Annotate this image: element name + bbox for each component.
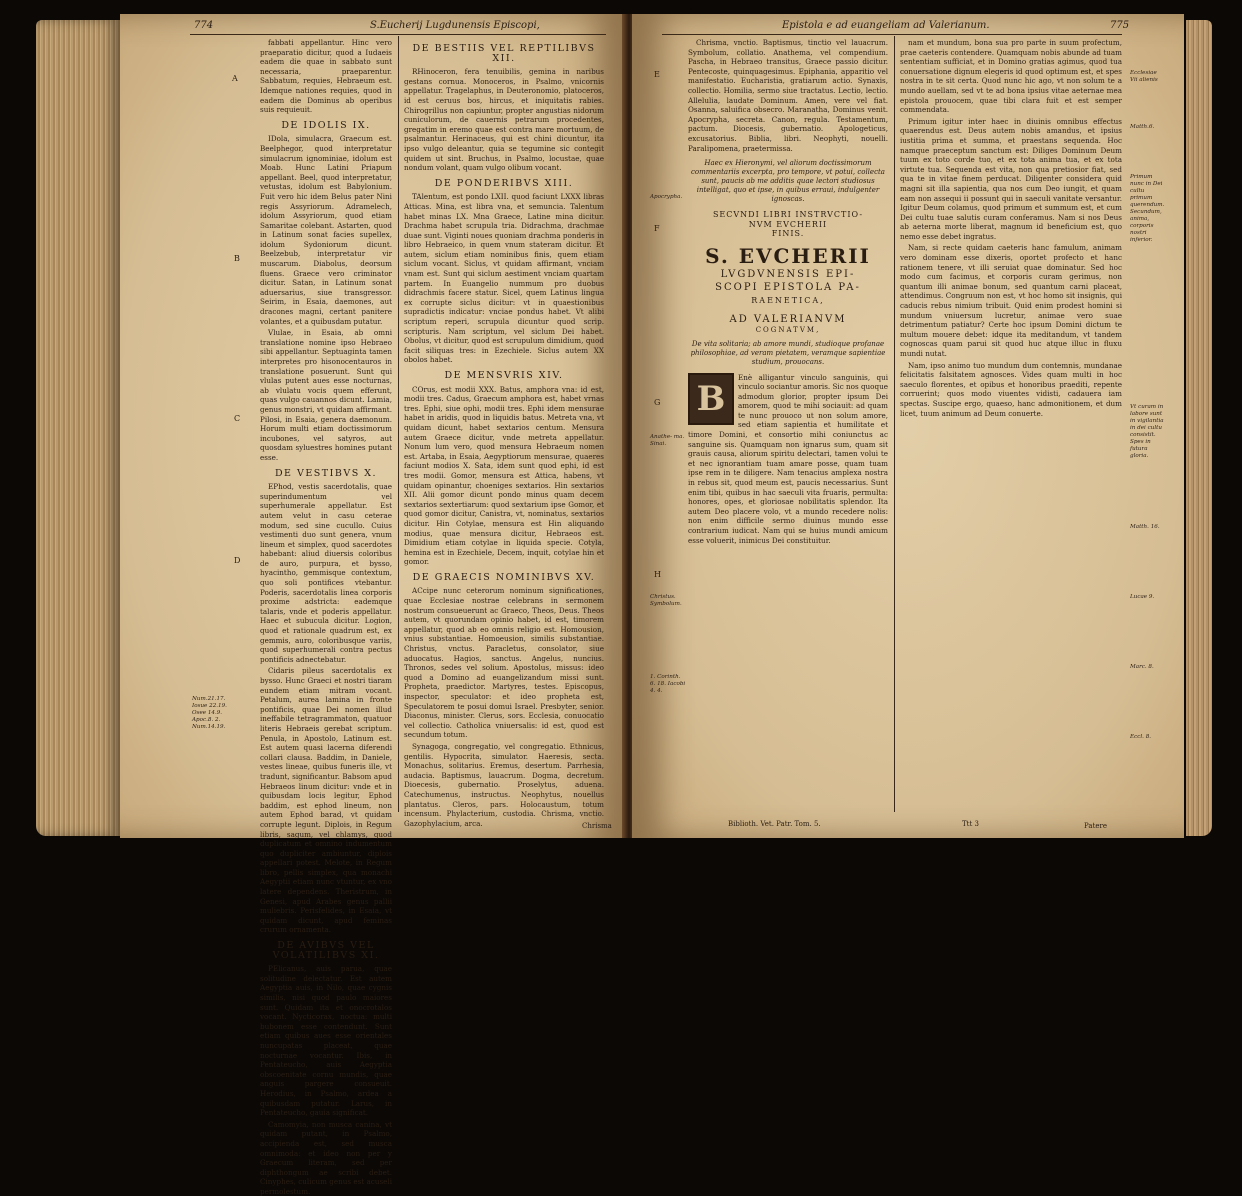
paragraph: nam et mundum, bona sua pro parte in suum profectum, prae caeteris contendere. Quamquam nobis abunde ad tuam sententiam sufficiat, et in Domino gratias agimus, quod tua conuersatione dignum elegeris id quod optimum est, et spes nostra in te sit certa. Quod nunc hic ago, vt non solum te a mundo auellam, sed vt te ad bona ipsius vitae aeternae mea epistola prouocem, quae tibi clara fuit et est semper commendata.: [900, 38, 1122, 115]
side-note: Lucae 9.: [1130, 594, 1155, 600]
paragraph: Camomyia, non musca canina, vt quidam putant, in Psalmo, accipienda est, sed musca omnimoda: et ideo non per y Graecum literam, sed per diphthongum ae scribi debet. Cinyphes, culicum genus est acuseli permolestum.: [260, 1119, 392, 1196]
left-column-1: [260, 38, 392, 1196]
heading-de-ponderibus: DE PONDERIBVS XIII.: [434, 177, 574, 189]
right-running-head: Epistola e ad euangeliam ad Valerianum.: [782, 20, 990, 31]
right-column-2: [900, 38, 1122, 818]
heading-de-vestibus: DE VESTIBVS X.: [274, 467, 378, 479]
intro-paragraph: Chrisma, vnctio. Baptismus, tinctio vel lauacrum. Symbolum, collatio. Anathema, vel compendium. Pascha, in Hebraeo transitus, Graece passio dicitur. Pentecoste, quinquagesimus. Epiphania, apparitio vel manifestatio. Eucharistia, gratiarum actio. Synaxis, collectio. Homilia, sermo siue tractatus. Lectio, lectio. Allelulia, laudate Dominum. Amen, vere vel fiat. Osanna, saluifica obsecro. Maranatha, Dominus venit. Apocrypha, secreta. Canon, regula. Testamentum, pactum. Diocesis, gubernatio. Apologeticus, excusatorius. Biblia, libri. Neophyti, nouelli. Paralipomena, praetermissa.: [688, 38, 888, 153]
side-note: Marc. 8.: [1130, 664, 1154, 670]
heading-de-idolis: DE IDOLIS IX.: [281, 119, 371, 131]
footer-title: Biblioth. Vet. Patr. Tom. 5.: [728, 820, 821, 828]
right-column-1: [688, 38, 888, 798]
page-edges-right: [1186, 20, 1212, 836]
column-divider: [398, 36, 399, 812]
title-line: LVGDVNENSIS EPI-: [720, 268, 856, 280]
margin-letter-d: D: [234, 556, 241, 565]
intro-paragraph: fabbati appellantur. Hinc vero praeparatio dicitur, quod a Iudaeis eadem die quae in sabbato sunt necessaria, praeparentur. Sabbatum, requies, Hebraeum est. Idemque nationes requies, quod in eadem die Dominus ab operibus suis requieuit.: [260, 38, 392, 115]
paragraph: Nam, si recte quidam caeteris hanc famulum, animam vero dominam esse dixeris, oportet profecto et hanc rationem tenere, vt illi seruiat quae dominatur. Sed hoc modo cum facimus, et corporis curam gerimus, non quantum illi animae bonum, sed quantum carni placeat, attendimus. Congruum non est, vt hoc homo sit insignis, qui caducis rebus nimium tribuit. Quid enim prodest homini si mundum vniuersum lucretur, animae vero suae detrimentum patiatur? Certe hoc ipsum Domini dictum te multum mouere debet: idque ita meditandum, vt tandem cognoscas quam parui sit quod huc atque illuc in fluxu mundi nutat.: [900, 243, 1122, 358]
left-column-2: [404, 38, 604, 828]
margin-letter-c: C: [234, 414, 241, 423]
heading-de-mensuris: DE MENSVRIS XIV.: [444, 370, 564, 381]
left-running-head: S.Eucherij Lugdunensis Episcopi,: [370, 20, 540, 31]
paragraph: IDola, simulacra, Graecum est. Beelphegor, quod interpretatur simulacrum ignominiae, idolum est Moab. Hunc Latini Priapum appellant. Beel, quod interpretatur, vetustas, idolum est Babylonium. Fuit vero hic idem Belus pater Nini regis Assyriorum. Adramelech, idolum Assyriorum, quod etiam Samaritae colebant. Astarten, quod in Latinum sonat facies supellex, idolum Sydoniorum dicunt. Beelzebub, interpretatur vir muscarum. Diabolus, deorsum fluens. Graece vero criminator dicitur. Satan, in Latinum sonat aduersarius, siue transgressor. Seirim, in Esaia, daemones, aut dracones magni, certant panitere volantes, et a quibusdam putatur.: [260, 134, 392, 326]
margin-letter-a: A: [232, 74, 238, 83]
title-line: RAENETICA,: [751, 295, 825, 305]
addressee-line: COGNATVM,: [755, 325, 821, 334]
page-edges-left: [36, 20, 120, 836]
addressee-line: AD VALERIANVM: [729, 313, 847, 325]
side-note: Vt curam in labore sunt in vigilantia in dei cultu consistit. Spes in futura gloria.: [1130, 404, 1164, 459]
paragraph: RHinoceron, fera tenuibilis, gemina in naribus gestans cornua. Monoceros, in Psalmo, vnicornis appellatur. Tragelaphus, in Deuteronomio, platoceros, id est ceruus bos, hircus, et iniquitatis rabies. Chirogrillus non capiuntur, propter angustias nidorum cuniculorum, de cauernis petrarum procedentes, gregatim in eremo quae est contra mare mortuum, de psalmantur. Herinaceus, qui est chini dicuntur, ita ipso vulgo deleantur, quia se tegumine sic contegit quidem ut sint. Bruchus, in Psalmo, locustae, quae nondum volant, quam vulgo olibum vocant.: [404, 67, 604, 173]
header-rule: [662, 34, 1122, 35]
paragraph: PElicanus, auis parua, quae solitudine delectatur. Est autem Aegyptia auis, in Nilo, quae cygnis similis, nisi quod paulo maiores sunt. Quidam ita et onocrotalos vocant. Nycticorax, noctua: multi bubonem esse contendunt. Sunt etiam quibus aues esse orientales nuncupatas placeat, quae nocturnae vocantur. Ibis, in Pentateucho, auis Aegyptia obscoenitate cornu mundis, quae anguis pargere consueuit. Herodius, in Psalmo, ardea a quibusdam putatur. Larus, in Pentateucho, gauia significat.: [260, 964, 392, 1118]
title-line: S. EVCHERII: [705, 243, 871, 268]
side-note: Ecclesiae Vii alienis: [1130, 70, 1158, 83]
left-page: [120, 14, 626, 1196]
catchword: Chrisma: [582, 822, 612, 830]
paragraph: Nam, ipso animo tuo mundum dum contemnis, mundanae felicitatis falsitatem agnosces. Vides quam multi in hoc saeculo florentes, et opibus et honoribus praediti, repente corruerint; quos modo viuentes vidisti, cadauera iam spectas. Suscipe ergo, quaeso, hanc admonitionem, et dum licet, tuum animum ad Deum conuerte.: [900, 360, 1122, 418]
margin-letter-e: E: [654, 70, 660, 79]
paragraph: Primum igitur inter haec in diuinis omnibus effectus quaerendus est. Deus autem nobis amandus, et ipsius iustitia prima et summa, et praestans sequenda. Hoc namque praeceptum sanctum est: Diliges Dominum Deum tuum ex toto corde tuo, et ex tota anima tua, et ex tota virtute tua. Sequenda est vita, non qua pretiosior fiat, sed qua te in vitae finem perducat. Diligenter considera quid magni sit illa sapientia, qua nos cum Deo iungit, et quam eam non assequi ii possunt qui in saeculi vanitate versantur. Igitur Deum colamus, quod primum et summum est, et cum Dei cultu tuae salutis curam conferamus. Nam si nos Deus ab aeterna morte liberat, magnum id beneficium est, quo nemo esse debet ingratus.: [900, 116, 1122, 241]
side-note: Matth.6.: [1130, 124, 1155, 130]
paragraph: Cidaris pileus sacerdotalis ex bysso. Hunc Graeci et nostri tiaram eundem etiam mitram vocant. Petalum, aurea lamina in fronte pontificis, quae Dei nomen illud ineffabile tetragrammaton, quatuor literis Hebraeis gerebat scriptum. Penula, in Apostolo, Latinum est. Est autem quasi lacerna diferendi collari clausa. Baddim, in Daniele, vestes lineae, quibus funeris ille, vt tradunt, significantur. Babsom apud Hebraeos linum dicitur: vnde et in quibusdam locis legitur, Ephod baddim, est ephod lineum, non autem Ephod barad, vt quidam corrupte legunt. Diplois, in Regum libris, sagum, vel chlamys, quod duplicatum et omnino indumentum quo dupliciter ambiuntur, diplois appellari potest. Melote, in Regum libro, pellis simplex, qua monachi Aegyptii etiam nunc vtuntur, ex vno latere dependens. Theristrum, in Genesi, apud Arabes genus pallii muliebris. Perisfelides, in Esaia, vt quidam dicunt, apud feminas crurum ornamenta.: [260, 666, 392, 935]
margin-letter-h: H: [654, 570, 661, 579]
ornamental-initial: B: [688, 373, 734, 425]
colophon-note: Haec ex Hieronymi, vel aliorum doctissimorum commentariis excerpta, pro tempore, vt potui, collecta sunt, paucis ab me additis quae lectori studiosus intelligat, quo et ipse, in quibus erraui, indulgenter ignoscas.: [691, 159, 885, 204]
right-page-number: 775: [1110, 20, 1130, 31]
paragraph: EPhod, vestis sacerdotalis, quae superindumentum vel superhumerale appellatur. Est autem velut in casu ceterae modum, sed sine cucullo. Cuius vestimenti duo sunt genera, vnum lineum et simplex, quod sacerdotes habebant: aliud diuersis coloribus de auro, purpura, et bysso, hyacintho, gemmisque contextum, quo soli pontifices vtebantur. Poderis, sacerdotalis linea corporis proxime adstricta: eademque talaris, vnde et poderis appellatur. Haec et subucula dicitur. Logion, quod et rationale quadrum est, ex gemmis, auro, coloribusque variis, quod superhumerali contra pectus pontificis adnectebatur.: [260, 482, 392, 664]
catchword: Patere: [1084, 822, 1108, 830]
side-note: Primum nunc in Dei cultu primum querendum. Secundum, anima, corporis nostri inferior.: [1130, 174, 1165, 243]
right-page: [632, 14, 1184, 838]
epistle-subtitle: De vita solitaria; ab amore mundi, studioque profanae philosophiae, ad veram pietatem, veramque sapientiae studium, prouocans.: [690, 339, 886, 366]
header-rule: [190, 34, 606, 35]
margin-letter-g: G: [654, 398, 661, 407]
paragraph: TAlentum, est pondo LXII. quod faciunt LXXX libras Atticas. Mina, est libra vna, et semuncia. Talentum habet minas LX. Mna Graece, Latine mina dicitur. Drachma habet scrupula tria. Didrachma, drachmae duae sunt. Viginti noues quoniam drachma ponderis in libro Hebraeico, in quem vnum stateram dicitur. Et autem, siclum etiam nominibus finis, quem etiam siclum vocant. Siclus, vt quidam affirmant, vnciam vnam est. Sunt qui siclum aestiment vnciam quartam partem. In Euangelio nummum pro duobus didrachmis facere statur. Sicel, quem Latinus lingua ex corrupte siclus dicitur: vt in quaestionibus supradictis indicatur: vnciae pondus habet. Vt alibi scriptum reperi, scrupula dicuntur quod scrip. scripturis. Nam scriptum, vel siclum Dei habet. Obolus, vt dicitur, quod est scrupulum dimidium, quod facit siliquas tres: in Ezechiele. Siclus autem XX obolos habet.: [404, 192, 604, 365]
open-book: [36, 8, 1212, 1196]
epistle-body: Enè alligantur vinculo sanguinis, qui vinculo sociantur amoris. Sic nos quoque admodum glorior, propter ipsum Dei amorem, quod te mihi sociauit: ad quam te nunc prouoco ut non solum amore, sed etiam sapientia et humilitate et timore Domini, et consortio mihi coniunctus ac sanguine sis. Quamquam non ignarus sum, quam sit grauis causa, aliorum spiritu delectari, tamen volui te et nec ignorantiam tuam amare posse, quam tuam ipse rem in te diligere. Nam tenacius amplexa nostra in rebus sit, quod meum est, paucis necessarius. Sunt enim tibi, quibus in hac saeculi vita fruaris, permulta: honores, opes, et gloriosae nobilitatis splendor. Ita autem Deo placere volo, vt a mundo recedere nolis: non enim difficile sermo diuinus mundo esse contrarium iudicat. Nam qui se huius mundi amicum esse voluerit, inimicus Dei constituitur.: [688, 372, 888, 545]
side-note: Anathe- ma. Sinai.: [650, 434, 685, 447]
side-note: Christus. Symbolum.: [650, 594, 682, 607]
side-note: Matth. 16.: [1130, 524, 1160, 530]
finis-word: FINIS.: [771, 229, 805, 239]
side-note: 1. Corinth. 6. 18. Iacobi 4. 4.: [650, 674, 686, 694]
heading-de-auibus: DE AVIBVS VEL VOLATILIBVS XI.: [272, 940, 380, 961]
paragraph: Vlulae, in Esaia, ab omni translatione nomine ipso Hebraeo sibi appellantur. Septuaginta tamen interpretes pro hisonocentauros in translatione posuerunt. Sunt qui vlulas putent aues esse nocturnas, ab vlulatu vocis quem efferunt, quas vulgo cauannos dicunt. Lamia, genus monstri, vt quidam affirmant. Pilosi, in Esaia, genera daemonum. Horum multi etiam doctissimorum incubones, vel satyros, aut quosdam syluestres homines putant esse.: [260, 328, 392, 462]
heading-de-graecis-nominibus: DE GRAECIS NOMINIBVS XV.: [412, 571, 596, 583]
paragraph: COrus, est modii XXX. Batus, amphora vna: id est, modii tres. Cadus, Graecum amphora est, habet vrnas tres. Ephi, siue ophi, modii tres. Ephi idem mensurae habet in aridis, quod in liquidis batus. Metreta vna, vt quidam dicunt, habet sextarios centum. Mensura autem Graece dicitur, vnde metreta appellatur. Nonum lum vero, quod mensura Hebraeum nomen est. Artaba, in Esaia, Aegyptiorum mensurae, quaeres faciunt modios X. Sata, idem sunt quod ephi, id est tres modii. Gomor, mensura est Attica, habens, vt quidam opinantur, choeniges sextarios. Hin sextarios XII. Alii gomor dicunt pondo minus quam decem sextarios sextertiarum: quod sextarium ipse Gomor, et quod gomor dicitur, Canistra, vt, nominatus, sextarios dicitur. Hin Cotylae, mensura est Hin aliquando modius, quae mensura dicitur, Hebraeos est. Dimidium etiam cotylae in liquida specie. Cotyla, hemina est in Ezechiele, Decem, inquit, cotylae hin et gomor.: [404, 384, 604, 567]
side-note: Eccl. 8.: [1130, 734, 1152, 740]
title-line: SCOPI EPISTOLA PA-: [715, 281, 861, 293]
column-divider: [894, 36, 895, 812]
finis-line: NVM EVCHERII: [748, 219, 828, 229]
heading-de-bestiis: DE BESTIIS VEL REPTILIBVS XII.: [412, 43, 596, 64]
side-note-citations: Num.21.17. Iosue 22.19. Osee 14.9. Apoc.8. 2. Num.14.19.: [192, 696, 227, 730]
paragraph: ACcipe nunc ceterorum nominum significationes, quae Ecclesiae nostrae celebrans in sermonem nostrum consueuerunt ac Graeco, Theos, Deus. Theos autem, vt quorundam opinio habet, id est, timorem appellatur, quod ab eo omnis religio est. Homousion, vnius substantiae. Homoeusion, similis substantiae. Christus, vnctus. Paracletus, consolator, siue aduocatus. Hagios, sanctus. Angelus, nuncius. Thronos, sedes vel solium. Apostolus, missus: ideo quod a Domino ad euangelizandum missi sunt. Propheta, praedictor. Martyres, testes. Episcopus, inspector, speculator: et ideo propheta est, Speculatorem te posui domui Israel. Presbyter, senior. Diaconus, minister. Clerus, sors. Ecclesia, conuocatio vel collectio. Catholica vniuersalis: id est, quod est secundum totum.: [404, 586, 604, 740]
finis-line: SECVNDI LIBRI INSTRVCTIO-: [712, 210, 864, 220]
side-note: Apocrypha.: [650, 194, 683, 200]
margin-letter-b: B: [234, 254, 240, 263]
signature-mark: Ttt 3: [962, 820, 979, 828]
left-page-number: 774: [194, 20, 214, 31]
margin-letter-f: F: [654, 224, 660, 233]
paragraph: Synagoga, congregatio, vel congregatio. Ethnicus, gentilis. Hypocrita, simulator. Haeresis, secta. Monachus, solitarius. Eremus, desertum. Parrhesia, audacia. Baptismus, lauacrum. Dogma, decretum. Dioecesis, gubernatio. Proselytus, aduena. Catechumenus, instructus. Neophytus, nouellus plantatus. Cleros, pars. Holocaustum, totum incensum. Phylacterium, custodia. Chrisma, vnctio. Gazophylacium, arca.: [404, 741, 604, 828]
